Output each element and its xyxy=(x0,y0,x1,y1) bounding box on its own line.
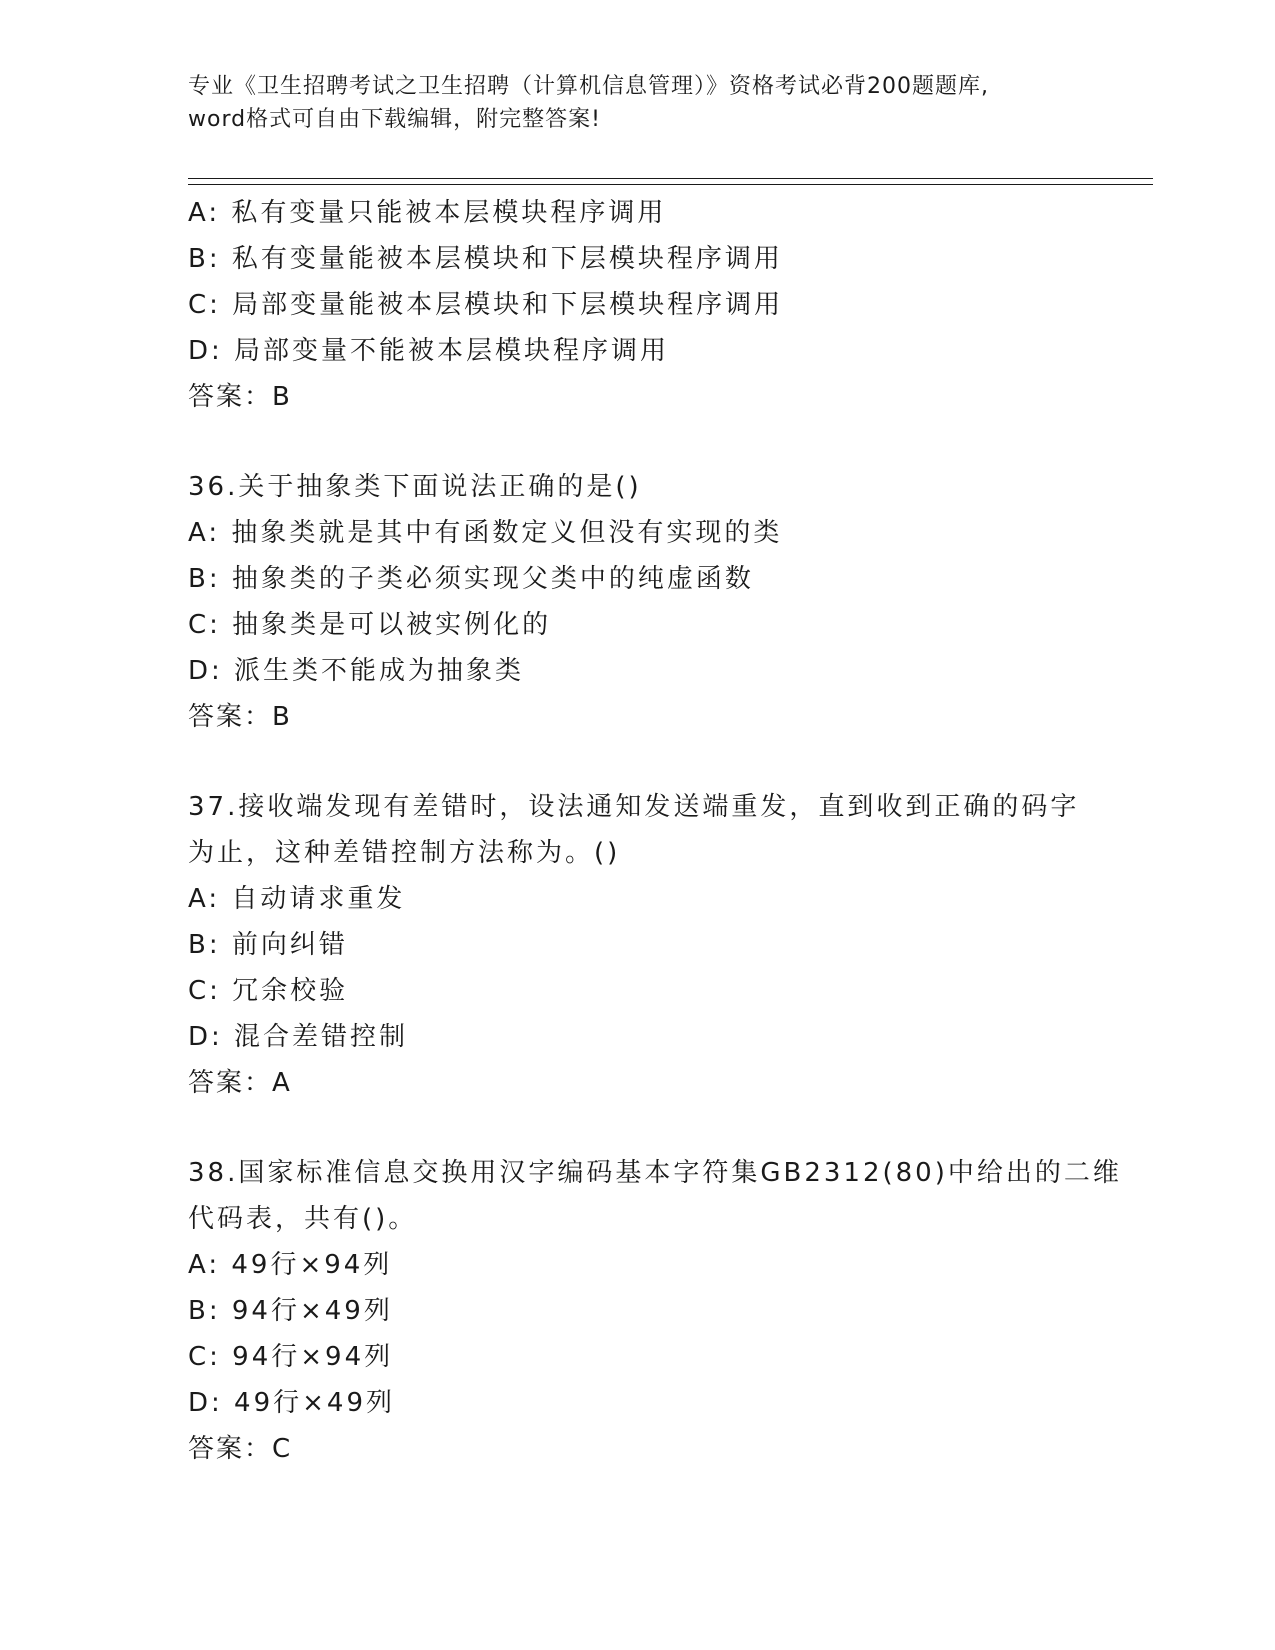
option-a: A: 49行×94列 xyxy=(188,1250,393,1280)
spacer xyxy=(188,420,1088,464)
option-d: D: 49行×49列 xyxy=(188,1388,395,1418)
question-37 xyxy=(188,784,1088,1106)
option-b: B: 抽象类的子类必须实现父类中的纯虚函数 xyxy=(188,564,754,594)
option-c: C: 冗余校验 xyxy=(188,976,349,1006)
option-b: B: 私有变量能被本层模块和下层模块程序调用 xyxy=(188,244,783,274)
question-text-continued: 为止，这种差错控制方法称为。() xyxy=(188,838,621,868)
option-c: C: 局部变量能被本层模块和下层模块程序调用 xyxy=(188,290,784,320)
question-text: 37.接收端发现有差错时，设法通知发送端重发，直到收到正确的码字 xyxy=(188,792,1080,822)
answer-line: 答案：C xyxy=(188,1434,293,1464)
question-text-continued: 代码表，共有()。 xyxy=(188,1204,418,1234)
question-text: 36.关于抽象类下面说法正确的是() xyxy=(188,472,642,502)
option-d: D: 混合差错控制 xyxy=(188,1022,409,1052)
option-d: D: 派生类不能成为抽象类 xyxy=(188,656,525,686)
option-a: A: 抽象类就是其中有函数定义但没有实现的类 xyxy=(188,518,783,548)
question-35-continuation xyxy=(188,190,1088,420)
option-c: C: 94行×94列 xyxy=(188,1342,394,1372)
question-38 xyxy=(188,1150,1122,1472)
question-text: 38.国家标准信息交换用汉字编码基本字符集GB2312(80)中给出的二维 xyxy=(188,1158,1122,1188)
header-divider-top xyxy=(188,178,1153,179)
option-a: A: 自动请求重发 xyxy=(188,884,406,914)
header-title-line-1: 专业《卫生招聘考试之卫生招聘（计算机信息管理）》资格考试必背200题题库, xyxy=(188,74,989,99)
header-divider-bottom xyxy=(188,184,1153,185)
header-title-line-2: word格式可自由下载编辑，附完整答案! xyxy=(188,107,601,132)
spacer xyxy=(188,740,1088,784)
option-d: D: 局部变量不能被本层模块程序调用 xyxy=(188,336,670,366)
document-header xyxy=(188,70,1088,136)
option-b: B: 前向纠错 xyxy=(188,930,348,960)
option-a: A: 私有变量只能被本层模块程序调用 xyxy=(188,198,667,228)
answer-line: 答案：A xyxy=(188,1068,292,1098)
answer-line: 答案：B xyxy=(188,382,292,412)
question-36 xyxy=(188,464,1088,740)
option-c: C: 抽象类是可以被实例化的 xyxy=(188,610,552,640)
spacer xyxy=(188,1106,1088,1150)
answer-line: 答案：B xyxy=(188,702,292,732)
option-b: B: 94行×49列 xyxy=(188,1296,393,1326)
question-list xyxy=(188,190,1122,1472)
